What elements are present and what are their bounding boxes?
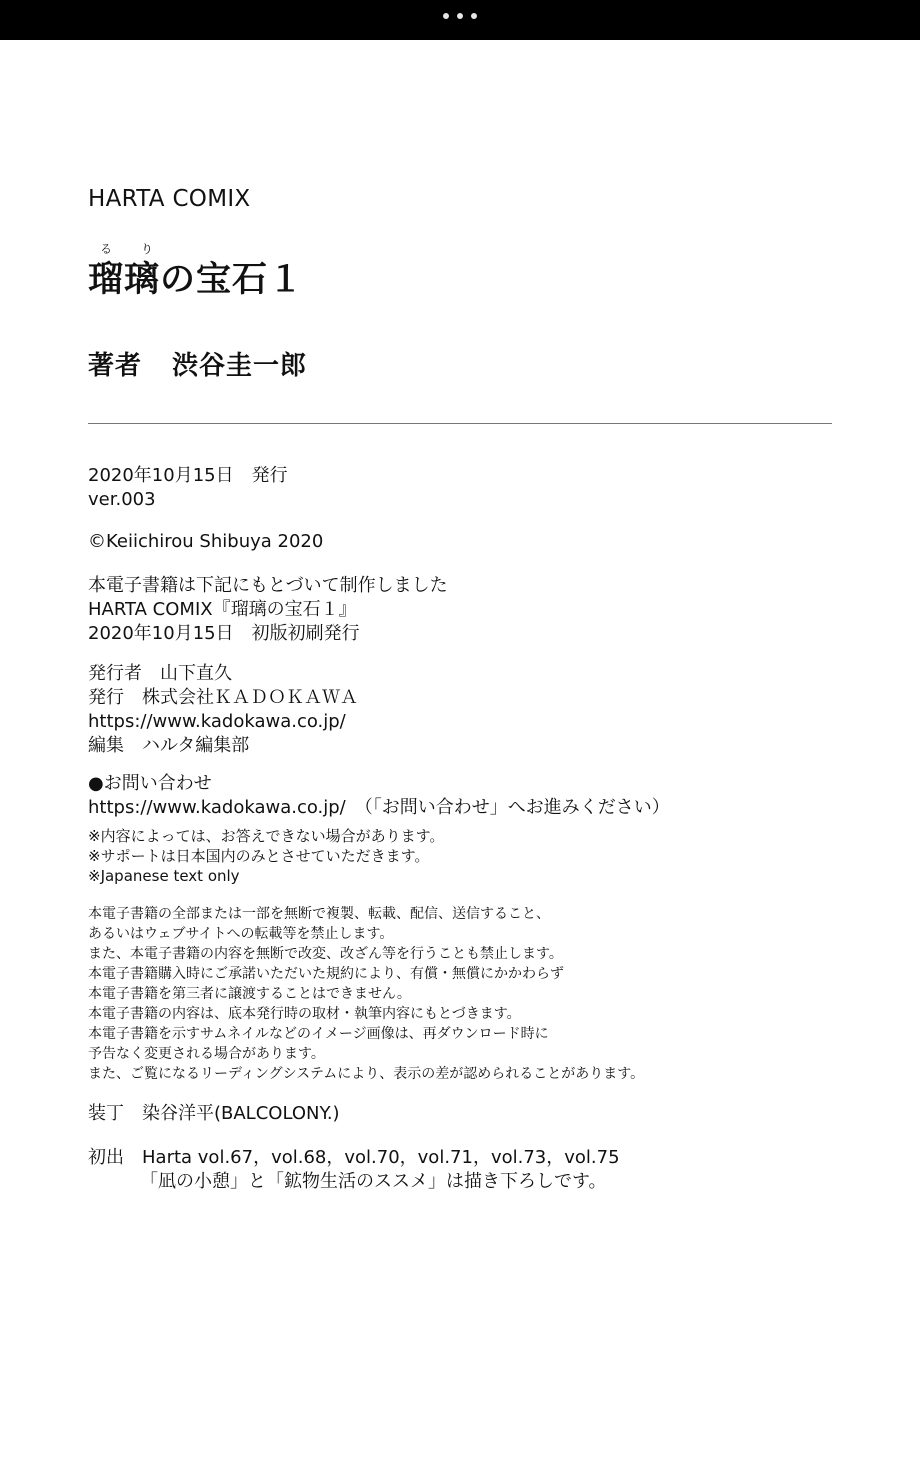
legal-line: 予告なく変更される場合があります。 xyxy=(88,1046,325,1062)
legal-line: あるいはウェブサイトへの転載等を禁止します。 xyxy=(88,926,394,942)
imprint-label: HARTA COMIX xyxy=(88,186,251,212)
note: ※内容によっては、お答えできない場合があります。 xyxy=(88,827,445,845)
book-title: 瑠璃の宝石１ xyxy=(88,260,305,300)
more-horizontal-icon[interactable] xyxy=(443,10,477,22)
top-toolbar xyxy=(0,0,920,40)
source-edition xyxy=(88,574,448,646)
design-label: 装丁 xyxy=(88,1103,124,1124)
legal-line: 本電子書籍の全部または一部を無断で複製、転載、配信、送信すること、 xyxy=(88,906,550,922)
legal-line: また、本電子書籍の内容を無断で改変、改ざん等を行うことも禁止します。 xyxy=(88,946,563,962)
note: ※Japanese text only xyxy=(88,867,240,885)
legal-line: 本電子書籍を第三者に譲渡することはできません。 xyxy=(88,986,411,1002)
first-pub-note: 「凪の小憩」と「鉱物生活のススメ」は描き下ろしです。 xyxy=(140,1171,607,1192)
legal-line: 本電子書籍購入時にご承諾いただいた規約により、有償・無償にかかわらず xyxy=(88,966,564,982)
note: ※サポートは日本国内のみとさせていただきます。 xyxy=(88,847,430,865)
design-value: 染谷洋平(BALCOLONY.) xyxy=(142,1103,340,1124)
inquiry-url[interactable]: https://www.kadokawa.co.jp/ （「お問い合わせ」へお進みください） xyxy=(88,797,670,818)
legal-line: 本電子書籍の内容は、底本発行時の取材・執筆内容にもとづきます。 xyxy=(88,1006,521,1022)
publisher-url[interactable]: https://www.kadokawa.co.jp/ xyxy=(88,711,346,732)
publisher-value: 株式会社ＫＡＤＯＫＡＷＡ xyxy=(142,687,358,708)
publisher-label: 発行 xyxy=(88,687,124,708)
publisher-label: 編集 xyxy=(88,735,124,756)
pub-date: 2020年10月15日 xyxy=(88,465,234,486)
version: ver.003 xyxy=(88,489,156,510)
pub-type: 発行 xyxy=(251,465,288,486)
publisher-label: 発行者 xyxy=(88,663,142,684)
author-name: 渋谷圭一郎 xyxy=(172,351,308,381)
source-line: 本電子書籍は下記にもとづいて制作しました xyxy=(88,575,448,596)
author-role: 著者 xyxy=(88,351,143,381)
first-pub-label: 初出 xyxy=(88,1147,124,1168)
legal-notice xyxy=(88,904,644,1084)
publisher-info xyxy=(88,662,358,758)
author-line xyxy=(88,345,307,382)
divider xyxy=(88,423,832,424)
inquiry-heading: ●お問い合わせ xyxy=(88,773,212,794)
first-pub-issues: Harta vol.67，vol.68，vol.70，vol.71，vol.73，vol.75 xyxy=(142,1147,620,1168)
publisher-value: 山下直久 xyxy=(160,663,232,684)
first-publication xyxy=(88,1146,620,1194)
design-credit xyxy=(88,1102,340,1126)
inquiry-notes xyxy=(88,826,444,886)
ruby-ri: り xyxy=(141,242,154,256)
publisher-value: ハルタ編集部 xyxy=(142,735,250,756)
publication-info xyxy=(88,464,288,512)
legal-line: また、ご覧になるリーディングシステムにより、表示の差が認められることがあります。 xyxy=(88,1066,645,1082)
legal-line: 本電子書籍を示すサムネイルなどのイメージ画像は、再ダウンロード時に xyxy=(88,1026,549,1042)
inquiry-section xyxy=(88,772,670,820)
source-line: HARTA COMIX『瑠璃の宝石１』 xyxy=(88,599,357,620)
source-line: 2020年10月15日 初版初刷発行 xyxy=(88,623,360,644)
ruby-ru: る xyxy=(100,242,113,256)
copyright: ©Keiichirou Shibuya 2020 xyxy=(88,531,324,552)
